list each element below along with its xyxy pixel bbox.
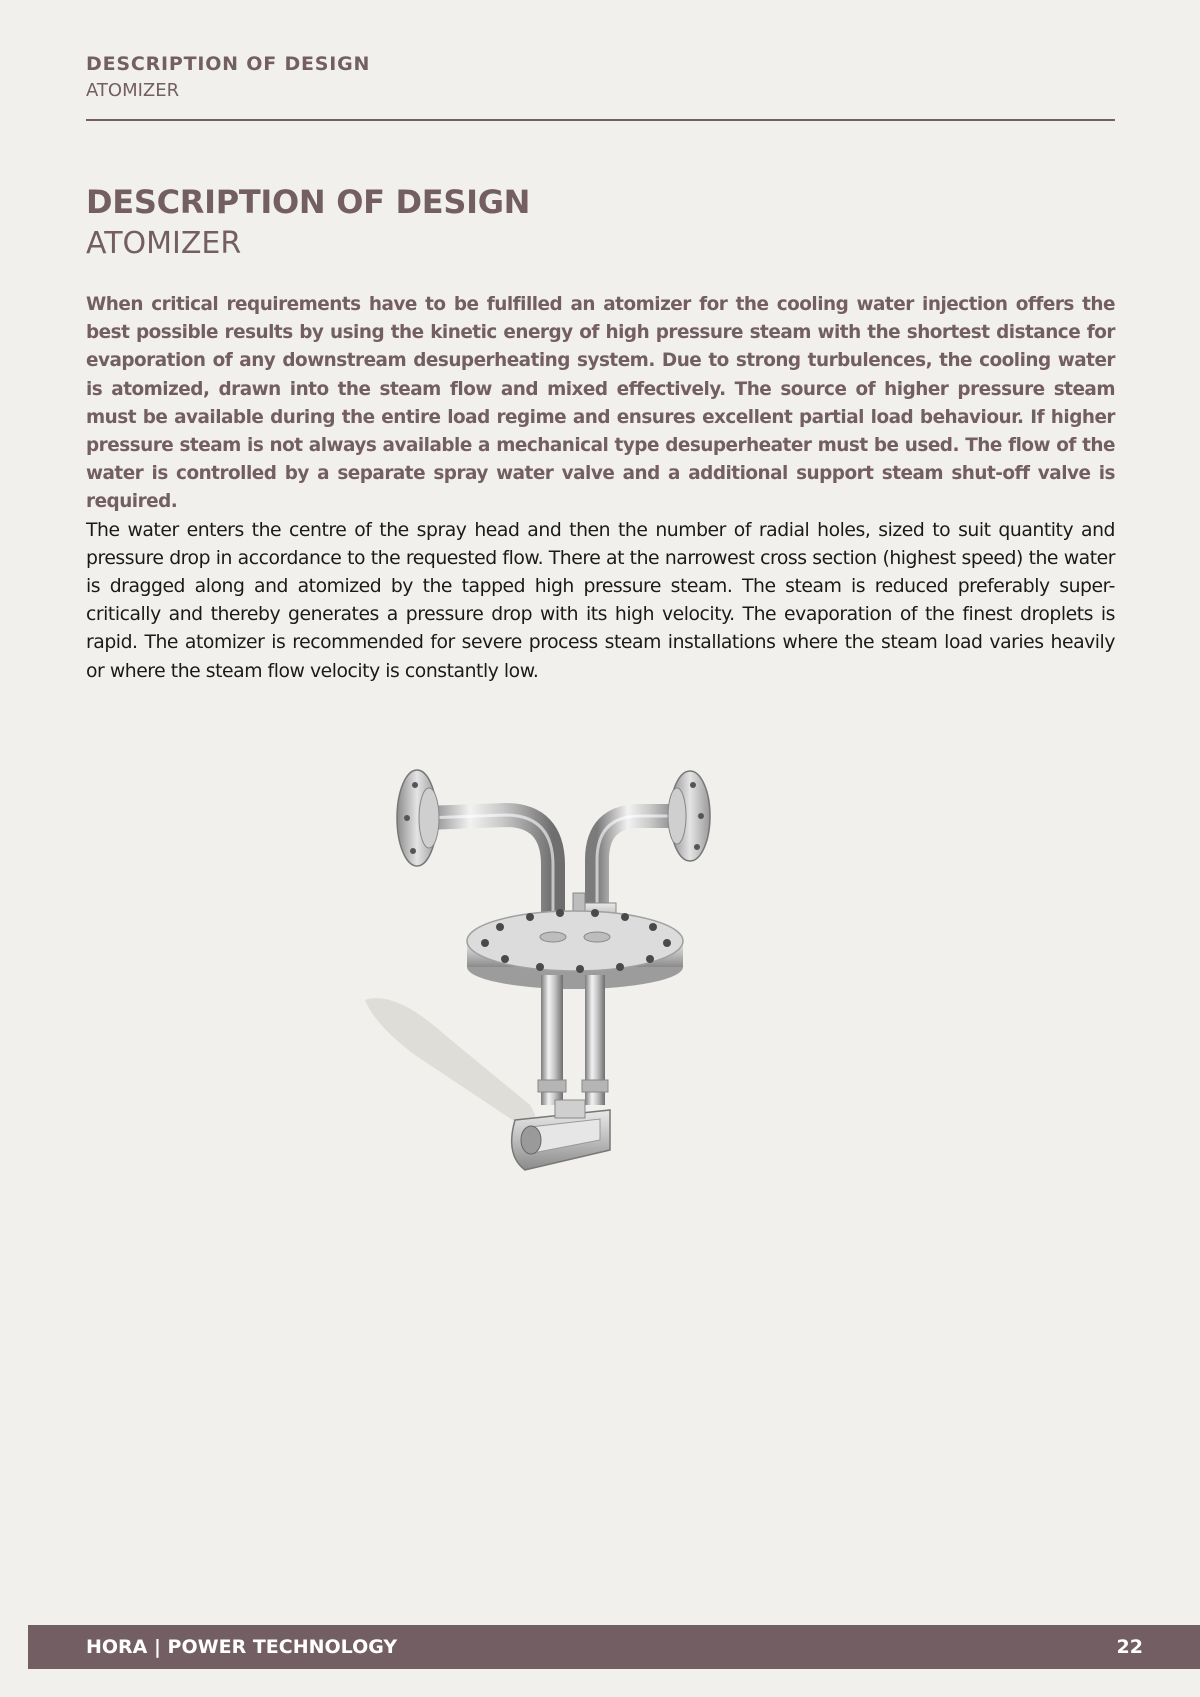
- intro-paragraph: When critical requirements have to be fulfilled an atomizer for the cooling water injection offers the best possible results by using the kinetic energy of high pressure steam with the shortest distance for evaporation of any downstream desuperheating system. Due to strong turbulences, the cooling water is atomized, drawn into the steam flow and mixed effectively. The source of higher pressure steam must be available during the entire load regime and ensures excellent partial load behaviour. If higher pressure steam is not always available a mechanical type desuperheater must be used. The flow of the water is controlled by a separate spray water valve and a additional support steam shut-off valve is required.: [86, 294, 1115, 513]
- header-divider: [86, 119, 1115, 121]
- footer-brand: HORA | POWER TECHNOLOGY: [86, 1636, 398, 1658]
- atomizer-icon: [355, 755, 795, 1195]
- page-title: DESCRIPTION OF DESIGN: [86, 183, 531, 221]
- page-number: 22: [1116, 1636, 1143, 1658]
- running-header-section: DESCRIPTION OF DESIGN: [86, 53, 371, 75]
- atomizer-illustration: [355, 755, 795, 1195]
- running-header: [86, 52, 1115, 103]
- body-text: [86, 291, 1115, 686]
- page-subtitle: ATOMIZER: [86, 226, 242, 261]
- running-header-subsection: ATOMIZER: [86, 80, 180, 101]
- page-footer: [28, 1625, 1200, 1669]
- description-paragraph: The water enters the centre of the spray head and then the number of radial holes, sized to suit quantity and pressure drop in accordance to the requested flow. There at the narrowest cross section (highest speed) the water is dragged along and atomized by the tapped high pressure steam. The steam is reduced preferably super-critically and thereby generates a pressure drop with its high velocity. The evaporation of the finest droplets is rapid. The atomizer is recommended for severe process steam installations where the steam load varies heavily or where the steam flow velocity is constantly low.: [86, 519, 1115, 682]
